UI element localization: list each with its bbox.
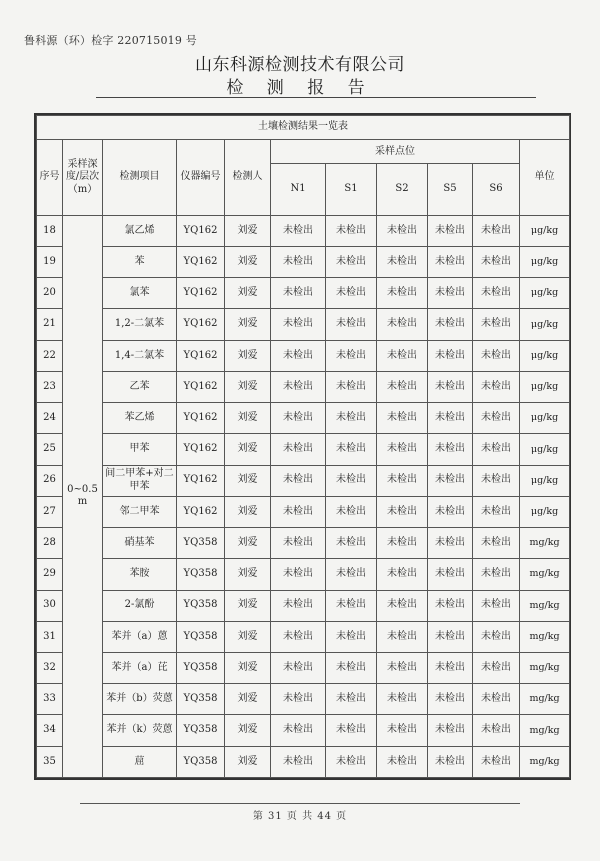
cell-result: 未检出 bbox=[428, 403, 473, 434]
cell-result: 未检出 bbox=[473, 340, 520, 371]
cell-result: 未检出 bbox=[428, 684, 473, 715]
cell-result: 未检出 bbox=[377, 590, 428, 621]
cell-instrument: YQ358 bbox=[177, 559, 225, 590]
table-row bbox=[37, 403, 570, 434]
cell-result: 未检出 bbox=[473, 371, 520, 402]
cell-item: 苯并（a）芘 bbox=[103, 653, 177, 684]
cell-tester: 刘爱 bbox=[225, 403, 271, 434]
cell-result: 未检出 bbox=[271, 403, 326, 434]
cell-instrument: YQ162 bbox=[177, 278, 225, 309]
cell-result: 未检出 bbox=[428, 621, 473, 652]
table-row bbox=[37, 528, 570, 559]
cell-result: 未检出 bbox=[326, 559, 377, 590]
cell-result: 未检出 bbox=[473, 559, 520, 590]
cell-result: 未检出 bbox=[473, 621, 520, 652]
cell-result: 未检出 bbox=[473, 403, 520, 434]
cell-result: 未检出 bbox=[326, 465, 377, 496]
cell-result: 未检出 bbox=[326, 528, 377, 559]
cell-seq: 31 bbox=[37, 621, 63, 652]
cell-result: 未检出 bbox=[271, 215, 326, 246]
cell-result: 未检出 bbox=[326, 496, 377, 527]
cell-instrument: YQ162 bbox=[177, 403, 225, 434]
cell-item: 硝基苯 bbox=[103, 528, 177, 559]
cell-seq: 32 bbox=[37, 653, 63, 684]
cell-result: 未检出 bbox=[271, 246, 326, 277]
table-row bbox=[37, 465, 570, 496]
cell-result: 未检出 bbox=[428, 653, 473, 684]
cell-result: 未检出 bbox=[428, 590, 473, 621]
cell-item: 乙苯 bbox=[103, 371, 177, 402]
cell-depth: 0~0.5 m bbox=[63, 215, 103, 777]
cell-result: 未检出 bbox=[473, 309, 520, 340]
cell-seq: 20 bbox=[37, 278, 63, 309]
cell-tester: 刘爱 bbox=[225, 559, 271, 590]
header-seq: 序号 bbox=[37, 140, 63, 216]
cell-instrument: YQ358 bbox=[177, 746, 225, 777]
cell-tester: 刘爱 bbox=[225, 746, 271, 777]
cell-tester: 刘爱 bbox=[225, 715, 271, 746]
cell-result: 未检出 bbox=[377, 309, 428, 340]
cell-result: 未检出 bbox=[377, 246, 428, 277]
cell-unit: mg/kg bbox=[520, 684, 570, 715]
cell-result: 未检出 bbox=[473, 528, 520, 559]
header-divider bbox=[96, 97, 536, 98]
cell-item: 氯乙烯 bbox=[103, 215, 177, 246]
cell-result: 未检出 bbox=[473, 246, 520, 277]
cell-result: 未检出 bbox=[473, 434, 520, 465]
table-row bbox=[37, 746, 570, 777]
cell-result: 未检出 bbox=[377, 340, 428, 371]
cell-result: 未检出 bbox=[428, 246, 473, 277]
cell-result: 未检出 bbox=[326, 403, 377, 434]
cell-result: 未检出 bbox=[428, 465, 473, 496]
cell-result: 未检出 bbox=[473, 590, 520, 621]
cell-result: 未检出 bbox=[473, 715, 520, 746]
cell-result: 未检出 bbox=[271, 653, 326, 684]
cell-result: 未检出 bbox=[326, 746, 377, 777]
header-point: S2 bbox=[377, 164, 428, 215]
cell-item: 苯并（b）荧蒽 bbox=[103, 684, 177, 715]
cell-result: 未检出 bbox=[271, 621, 326, 652]
cell-result: 未检出 bbox=[428, 309, 473, 340]
cell-instrument: YQ358 bbox=[177, 528, 225, 559]
cell-instrument: YQ358 bbox=[177, 684, 225, 715]
cell-unit: μg/kg bbox=[520, 340, 570, 371]
cell-result: 未检出 bbox=[326, 590, 377, 621]
cell-instrument: YQ358 bbox=[177, 621, 225, 652]
header-unit: 单位 bbox=[520, 140, 570, 216]
cell-unit: μg/kg bbox=[520, 215, 570, 246]
table-row bbox=[37, 340, 570, 371]
table-row bbox=[37, 496, 570, 527]
cell-instrument: YQ162 bbox=[177, 215, 225, 246]
cell-tester: 刘爱 bbox=[225, 496, 271, 527]
table-title: 土壤检测结果一览表 bbox=[37, 116, 570, 140]
header-item: 检测项目 bbox=[103, 140, 177, 216]
cell-result: 未检出 bbox=[271, 496, 326, 527]
cell-result: 未检出 bbox=[326, 278, 377, 309]
cell-item: 䓛 bbox=[103, 746, 177, 777]
cell-result: 未检出 bbox=[377, 434, 428, 465]
cell-result: 未检出 bbox=[377, 278, 428, 309]
cell-unit: mg/kg bbox=[520, 621, 570, 652]
cell-seq: 26 bbox=[37, 465, 63, 496]
cell-item: 甲苯 bbox=[103, 434, 177, 465]
cell-result: 未检出 bbox=[271, 434, 326, 465]
cell-seq: 28 bbox=[37, 528, 63, 559]
cell-unit: mg/kg bbox=[520, 653, 570, 684]
cell-tester: 刘爱 bbox=[225, 621, 271, 652]
cell-seq: 29 bbox=[37, 559, 63, 590]
footer-divider bbox=[80, 803, 520, 804]
cell-tester: 刘爱 bbox=[225, 465, 271, 496]
cell-instrument: YQ358 bbox=[177, 715, 225, 746]
cell-result: 未检出 bbox=[428, 496, 473, 527]
cell-result: 未检出 bbox=[271, 684, 326, 715]
cell-result: 未检出 bbox=[271, 371, 326, 402]
cell-instrument: YQ162 bbox=[177, 371, 225, 402]
cell-item: 苯并（a）蒽 bbox=[103, 621, 177, 652]
header-instrument: 仪器编号 bbox=[177, 140, 225, 216]
cell-instrument: YQ358 bbox=[177, 653, 225, 684]
header-row bbox=[37, 140, 570, 164]
cell-result: 未检出 bbox=[428, 340, 473, 371]
company-name: 山东科源检测技术有限公司 bbox=[195, 55, 405, 75]
header-points-group: 采样点位 bbox=[271, 140, 520, 164]
cell-item: 氯苯 bbox=[103, 278, 177, 309]
cell-result: 未检出 bbox=[326, 340, 377, 371]
cell-item: 2-氯酚 bbox=[103, 590, 177, 621]
cell-result: 未检出 bbox=[377, 496, 428, 527]
table-row bbox=[37, 715, 570, 746]
cell-result: 未检出 bbox=[428, 559, 473, 590]
cell-result: 未检出 bbox=[473, 465, 520, 496]
cell-seq: 23 bbox=[37, 371, 63, 402]
cell-result: 未检出 bbox=[377, 715, 428, 746]
cell-instrument: YQ162 bbox=[177, 246, 225, 277]
cell-result: 未检出 bbox=[326, 371, 377, 402]
table-row bbox=[37, 371, 570, 402]
page-number: 第 31 页 共 44 页 bbox=[252, 811, 348, 822]
cell-unit: μg/kg bbox=[520, 403, 570, 434]
cell-result: 未检出 bbox=[473, 746, 520, 777]
cell-result: 未检出 bbox=[428, 278, 473, 309]
cell-result: 未检出 bbox=[473, 496, 520, 527]
cell-result: 未检出 bbox=[271, 278, 326, 309]
document-title: 检 测 报 告 bbox=[226, 78, 374, 98]
cell-item: 苯乙烯 bbox=[103, 403, 177, 434]
cell-tester: 刘爱 bbox=[225, 340, 271, 371]
cell-result: 未检出 bbox=[428, 371, 473, 402]
cell-result: 未检出 bbox=[326, 621, 377, 652]
table-row bbox=[37, 621, 570, 652]
cell-result: 未检出 bbox=[377, 371, 428, 402]
table-row bbox=[37, 559, 570, 590]
cell-item: 间二甲苯+对二甲苯 bbox=[103, 465, 177, 496]
cell-result: 未检出 bbox=[377, 621, 428, 652]
cell-result: 未检出 bbox=[271, 528, 326, 559]
header-point: S5 bbox=[428, 164, 473, 215]
cell-result: 未检出 bbox=[473, 684, 520, 715]
header-tester: 检测人 bbox=[225, 140, 271, 216]
cell-unit: μg/kg bbox=[520, 278, 570, 309]
cell-instrument: YQ162 bbox=[177, 465, 225, 496]
cell-unit: mg/kg bbox=[520, 746, 570, 777]
cell-result: 未检出 bbox=[377, 215, 428, 246]
cell-item: 邻二甲苯 bbox=[103, 496, 177, 527]
cell-result: 未检出 bbox=[473, 653, 520, 684]
table-row bbox=[37, 684, 570, 715]
table-row bbox=[37, 590, 570, 621]
cell-seq: 21 bbox=[37, 309, 63, 340]
cell-result: 未检出 bbox=[326, 246, 377, 277]
cell-instrument: YQ162 bbox=[177, 309, 225, 340]
cell-result: 未检出 bbox=[326, 684, 377, 715]
cell-result: 未检出 bbox=[428, 746, 473, 777]
cell-seq: 35 bbox=[37, 746, 63, 777]
cell-result: 未检出 bbox=[326, 715, 377, 746]
cell-seq: 27 bbox=[37, 496, 63, 527]
table-row bbox=[37, 653, 570, 684]
cell-result: 未检出 bbox=[377, 653, 428, 684]
cell-tester: 刘爱 bbox=[225, 528, 271, 559]
cell-result: 未检出 bbox=[428, 528, 473, 559]
cell-instrument: YQ162 bbox=[177, 340, 225, 371]
cell-result: 未检出 bbox=[326, 309, 377, 340]
cell-result: 未检出 bbox=[473, 278, 520, 309]
cell-unit: μg/kg bbox=[520, 465, 570, 496]
cell-seq: 34 bbox=[37, 715, 63, 746]
cell-item: 1,2-二氯苯 bbox=[103, 309, 177, 340]
header-point: S6 bbox=[473, 164, 520, 215]
cell-result: 未检出 bbox=[428, 715, 473, 746]
cell-tester: 刘爱 bbox=[225, 590, 271, 621]
cell-seq: 18 bbox=[37, 215, 63, 246]
cell-unit: μg/kg bbox=[520, 309, 570, 340]
cell-item: 苯 bbox=[103, 246, 177, 277]
cell-instrument: YQ162 bbox=[177, 434, 225, 465]
cell-seq: 33 bbox=[37, 684, 63, 715]
cell-instrument: YQ162 bbox=[177, 496, 225, 527]
soil-results-table bbox=[36, 115, 570, 778]
cell-result: 未检出 bbox=[271, 590, 326, 621]
cell-unit: μg/kg bbox=[520, 371, 570, 402]
cell-seq: 25 bbox=[37, 434, 63, 465]
cell-tester: 刘爱 bbox=[225, 684, 271, 715]
table-row bbox=[37, 309, 570, 340]
cell-tester: 刘爱 bbox=[225, 371, 271, 402]
table-row bbox=[37, 215, 570, 246]
cell-instrument: YQ358 bbox=[177, 590, 225, 621]
cell-unit: mg/kg bbox=[520, 559, 570, 590]
cell-result: 未检出 bbox=[377, 746, 428, 777]
cell-result: 未检出 bbox=[271, 559, 326, 590]
cell-result: 未检出 bbox=[271, 309, 326, 340]
cell-tester: 刘爱 bbox=[225, 246, 271, 277]
cell-unit: mg/kg bbox=[520, 715, 570, 746]
cell-result: 未检出 bbox=[326, 653, 377, 684]
cell-result: 未检出 bbox=[271, 715, 326, 746]
cell-result: 未检出 bbox=[377, 465, 428, 496]
cell-result: 未检出 bbox=[271, 746, 326, 777]
table-row bbox=[37, 246, 570, 277]
cell-result: 未检出 bbox=[377, 559, 428, 590]
header-depth: 采样深度/层次（m） bbox=[63, 140, 103, 216]
cell-tester: 刘爱 bbox=[225, 653, 271, 684]
cell-result: 未检出 bbox=[377, 528, 428, 559]
table-row bbox=[37, 434, 570, 465]
cell-seq: 22 bbox=[37, 340, 63, 371]
header-point: S1 bbox=[326, 164, 377, 215]
cell-item: 苯胺 bbox=[103, 559, 177, 590]
cell-result: 未检出 bbox=[473, 215, 520, 246]
cell-seq: 24 bbox=[37, 403, 63, 434]
cell-tester: 刘爱 bbox=[225, 434, 271, 465]
cell-result: 未检出 bbox=[377, 684, 428, 715]
cell-result: 未检出 bbox=[428, 434, 473, 465]
report-number: 鲁科源（环）检字 220715019 号 bbox=[24, 34, 197, 47]
cell-unit: μg/kg bbox=[520, 496, 570, 527]
cell-unit: μg/kg bbox=[520, 246, 570, 277]
cell-seq: 19 bbox=[37, 246, 63, 277]
cell-unit: μg/kg bbox=[520, 434, 570, 465]
cell-result: 未检出 bbox=[377, 403, 428, 434]
cell-result: 未检出 bbox=[271, 465, 326, 496]
cell-tester: 刘爱 bbox=[225, 215, 271, 246]
cell-seq: 30 bbox=[37, 590, 63, 621]
cell-unit: mg/kg bbox=[520, 590, 570, 621]
cell-tester: 刘爱 bbox=[225, 278, 271, 309]
cell-result: 未检出 bbox=[428, 215, 473, 246]
cell-result: 未检出 bbox=[326, 215, 377, 246]
cell-result: 未检出 bbox=[326, 434, 377, 465]
cell-tester: 刘爱 bbox=[225, 309, 271, 340]
table-row bbox=[37, 278, 570, 309]
header-point: N1 bbox=[271, 164, 326, 215]
cell-unit: mg/kg bbox=[520, 528, 570, 559]
cell-result: 未检出 bbox=[271, 340, 326, 371]
table-title-row bbox=[37, 116, 570, 140]
cell-item: 1,4-二氯苯 bbox=[103, 340, 177, 371]
cell-item: 苯并（k）荧蒽 bbox=[103, 715, 177, 746]
